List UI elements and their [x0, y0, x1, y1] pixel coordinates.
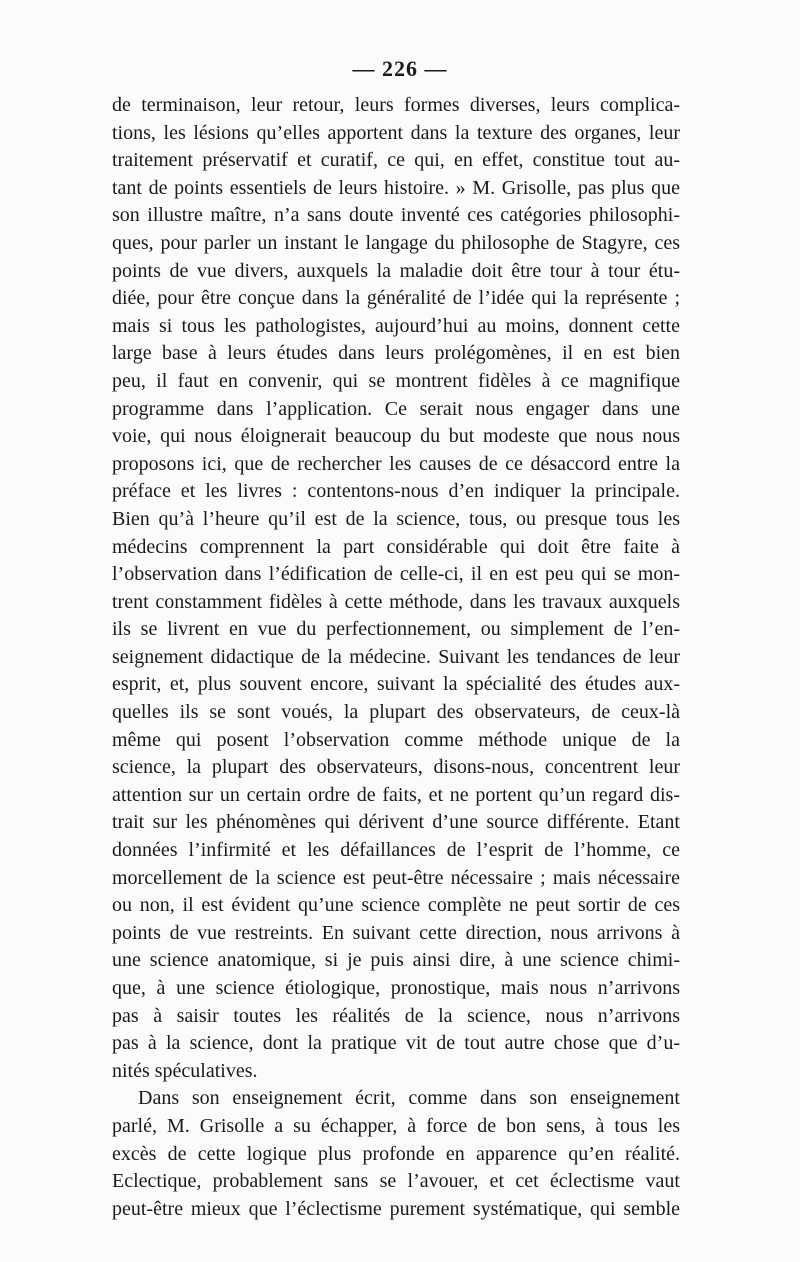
text-line: de terminaison, leur retour, leurs formes diverses, leurs complica- [112, 94, 680, 116]
text-line: nités spéculatives. [112, 1059, 258, 1082]
text-line: trait sur les phénomènes qui dérivent d’une source différente. Etant [112, 811, 680, 834]
text-line: attention sur un certain ordre de faits, et ne portent qu’un regard dis- [112, 783, 680, 806]
page-number: — 226 — [352, 56, 448, 81]
text-line: traitement préservatif et curatif, ce qui, en effet, constitue tout au- [112, 149, 680, 172]
text-line: large base à leurs études dans leurs prolégomènes, il en est bien [112, 342, 680, 365]
text-line: morcellement de la science est peut-être nécessaire ; mais nécessaire [112, 866, 680, 889]
text-line: même qui posent l’observation comme méthode unique de la [112, 728, 680, 751]
paragraph [112, 92, 680, 1085]
text-line: tant de points essentiels de leurs histoire. » M. Grisolle, pas plus que [112, 176, 680, 199]
text-line: parlé, M. Grisolle a su échapper, à force de bon sens, à tous les [112, 1114, 680, 1137]
text-line: une science anatomique, si je puis ainsi dire, à une science chimi- [112, 949, 680, 972]
text-line: Eclectique, probablement sans se l’avouer, et cet éclectisme vaut [112, 1170, 680, 1193]
text-line: peu, il faut en convenir, qui se montrent fidèles à ce magnifique [112, 369, 680, 392]
text-line: programme dans l’application. Ce serait nous engager dans une [112, 397, 680, 420]
text-line: ils se livrent en vue du perfectionnement, ou simplement de l’en- [112, 618, 680, 641]
text-line: que, à une science étiologique, pronostique, mais nous n’arrivons [112, 977, 680, 999]
text-line: proposons ici, que de rechercher les causes de ce désaccord entre la [112, 452, 680, 475]
text-line: trent constamment fidèles à cette méthode, dans les travaux auxquels [112, 590, 680, 613]
text-line: excès de cette logique plus profonde en apparence qu’en réalité. [112, 1142, 680, 1165]
body-text [112, 92, 680, 1223]
text-line: seignement didactique de la médecine. Suivant les tendances de leur [112, 645, 680, 668]
text-line: pas à saisir toutes les réalités de la science, nous n’arrivons [112, 1004, 680, 1027]
text-line: mais si tous les pathologistes, aujourd’hui au moins, donnent cette [112, 314, 680, 337]
text-line: ou non, il est évident qu’une science complète ne peut sortir de ces [112, 894, 680, 917]
text-line: son illustre maître, n’a sans doute inventé ces catégories philosophi- [112, 204, 680, 227]
text-line: ques, pour parler un instant le langage du philosophe de Stagyre, ces [112, 231, 680, 254]
text-line: points de vue divers, auxquels la maladie doit être tour à tour étu- [112, 259, 680, 282]
text-line: voie, qui nous éloignerait beaucoup du but modeste que nous nous [112, 425, 680, 448]
text-line: quelles ils se sont voués, la plupart des observateurs, de ceux-là [112, 701, 680, 724]
paragraph [112, 1085, 680, 1223]
text-line: l’observation dans l’édification de celle-ci, il en est peu qui se mon- [112, 563, 680, 586]
text-line: médecins comprennent la part considérable qui doit être faite à [112, 535, 680, 558]
text-line: Bien qu’à l’heure qu’il est de la science, tous, ou presque tous les [112, 507, 680, 530]
text-line: tions, les lésions qu’elles apportent dans la texture des organes, leur [112, 121, 680, 144]
text-line: Dans son enseignement écrit, comme dans son enseignement [138, 1087, 680, 1110]
text-line: esprit, et, plus souvent encore, suivant la spécialité des études aux- [112, 673, 680, 696]
text-line: pas à la science, dont la pratique vit de tout autre chose que d’u- [112, 1032, 680, 1055]
text-line: points de vue restreints. En suivant cette direction, nous arrivons à [112, 921, 680, 944]
text-line: données l’infirmité et les défaillances de l’esprit de l’homme, ce [112, 839, 680, 862]
text-line: diée, pour être conçue dans la généralité de l’idée qui la représente ; [112, 287, 680, 310]
text-line: science, la plupart des observateurs, disons-nous, concentrent leur [112, 756, 680, 779]
text-line: peut-être mieux que l’éclectisme purement systématique, qui semble [112, 1197, 680, 1220]
text-line: préface et les livres : contentons-nous d’en indiquer la principale. [112, 480, 680, 503]
